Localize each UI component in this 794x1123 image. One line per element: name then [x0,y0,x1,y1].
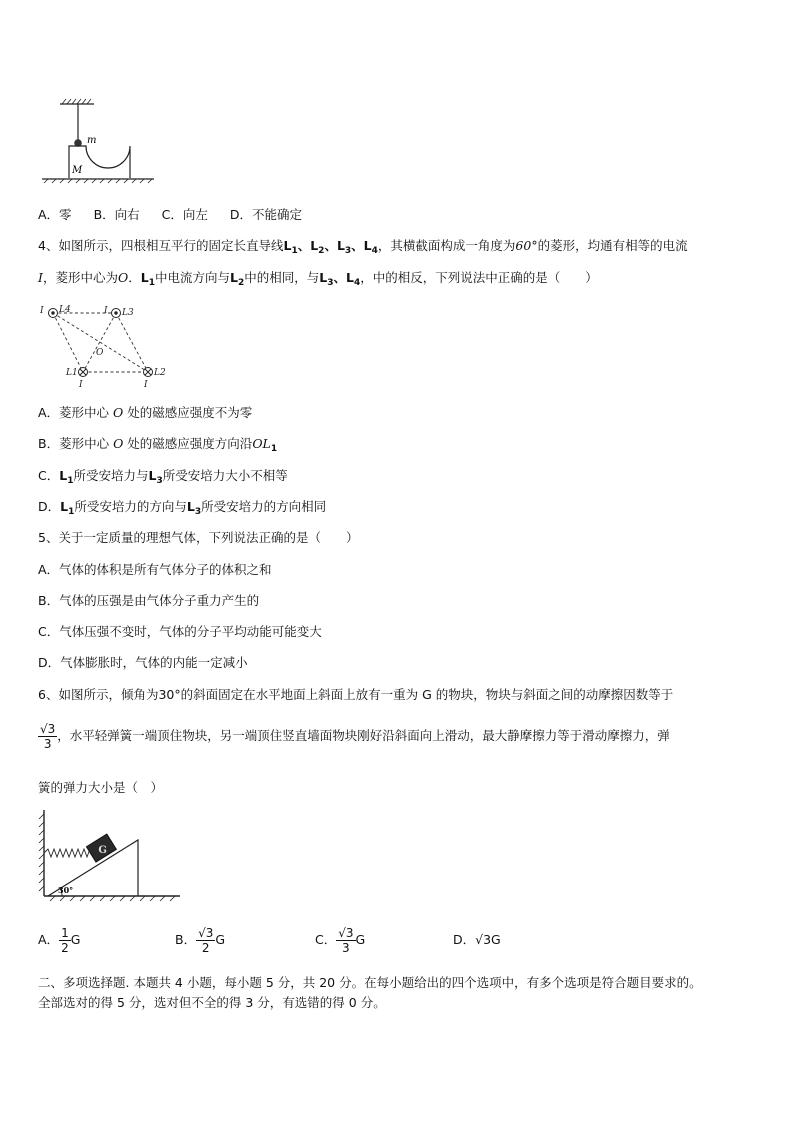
q6-stem-line2-text: ，水平轻弹簧一端顶住物块，另一端顶住竖直墙面物块刚好沿斜面向上滑动，最大静摩擦力等于滑动摩擦力，弹 [57,728,670,743]
q6-option-d-letter: D． [453,932,476,947]
l1-label: L1 [66,368,78,378]
q3-option-a: A．零 [38,207,72,222]
l1-current-label: I [79,380,83,390]
q4-stem-line2: I，菱形中心为O．$L_1$中电流方向与$L_2$中的相同，与$L_3$、$L_4$，中的相反，下列说法中正确的是（ ） [38,270,598,288]
q4-option-a-text: A．菱形中心 [38,405,110,420]
l2-label: L2 [154,368,166,378]
block [86,834,116,863]
q4-option-a-o: O [113,405,124,420]
q4-option-c-text: 所受安培力与 [73,468,149,483]
q6-option-c-tail: G [355,932,366,947]
q4-stem-text-7: ，中的相反，下列说法中正确的是（ ） [360,270,598,285]
q4-center-symbol: O [117,270,129,285]
q6-option-d [453,924,501,956]
q6-stem-line1: 6、如图所示，倾角为30°的斜面固定在水平地面上斜面上放有一重为 G 的物块，物块与斜面之间的动摩擦因数等于 [38,687,674,702]
q4-option-a-tail: 处的磁感应强度不为零 [127,405,253,420]
q4-option-c: C．$L_1$所受安培力与$L_3$所受安培力大小不相等 [38,468,288,486]
q4-option-a [38,405,252,421]
q6-option-b-num: √3 [198,926,214,940]
q4-option-d-text: 所受安培力的方向与 [74,499,187,514]
q6-coef-den: 3 [43,737,52,751]
q6-stem-line2 [38,722,670,751]
q6-option-a-fraction [59,926,71,955]
q4-stem-line1: 4、如图所示，四根相互平行的固定长直导线$L_1$、$L_2$、$L_3$、$L_4$，其横截面构成一角度为60°的菱形，均通有相等的电流 [38,238,688,256]
q4-option-b-o: O [113,436,124,451]
center-label: O [96,348,104,358]
q3-figure [38,96,158,186]
mass-M-label: M [72,165,83,176]
q5-option-c: C．气体压强不变时，气体的分子平均动能可能变大 [38,624,322,639]
q4-angle: 60° [515,238,538,253]
q5-option-b: B．气体的压强是由气体分子重力产生的 [38,593,260,608]
q6-option-a [38,924,80,956]
q6-option-b [175,924,225,956]
q4-option-d-tail: 所受安培力的方向相同 [201,499,327,514]
q5-option-a: A．气体的体积是所有气体分子的体积之和 [38,562,272,577]
q4-figure [38,300,178,395]
wire-l2 [144,368,153,377]
q6-option-c-letter: C． [315,932,337,947]
q4-option-b-dir: OL [252,436,271,451]
section2-line2: 全部选对的得 5 分，选对但不全的得 3 分，有选错的得 0 分。 [38,995,386,1010]
q6-option-a-tail: G [70,932,81,947]
l3-label: L3 [122,308,134,318]
q4-stem-text-5: 中电流方向与 [154,270,230,285]
q4-option-b: B．菱形中心 O 处的磁感应强度方向沿$OL_1$ [38,436,278,454]
q6-figure [38,808,183,903]
q6-option-d-value: √3G [475,932,501,947]
q4-current-symbol: I [38,270,43,285]
q4-stem-text: 4、如图所示，四根相互平行的固定长直导线 [38,238,284,253]
q4-stem-text-2: ，其横截面构成一角度为 [377,238,516,253]
q6-option-c-num: √3 [338,926,354,940]
q6-stem-line3: 簧的弹力大小是（ ） [38,780,164,795]
wire-l4 [49,309,58,318]
q3-options [38,207,302,223]
q6-option-a-den: 2 [61,941,69,955]
q6-option-b-den: 2 [201,941,210,955]
q4-stem-text-6: 中的相同，与 [244,270,320,285]
q3-option-d: D．不能确定 [229,207,303,222]
l2-current-label: I [144,380,148,390]
l4-label: L4 [59,305,71,315]
wire-l1 [79,368,88,377]
q3-option-b: B．向右 [93,207,140,222]
q6-option-c [315,924,365,956]
q4-option-b-text: B．菱形中心 [38,436,110,451]
q4-option-d: D．$L_1$所受安培力的方向与$L_3$所受安培力的方向相同 [38,499,327,517]
mass-m-label: m [87,135,97,146]
q5-stem: 5、关于一定质量的理想气体，下列说法正确的是（ ） [38,530,359,545]
incline-angle-label: 30° [58,885,74,895]
q4-option-c-letter: C． [38,468,60,483]
q6-option-b-letter: B． [175,932,197,947]
q4-stem-text-3: 的菱形，均通有相等的电流 [537,238,688,253]
q6-option-a-num: 1 [61,926,69,940]
q4-stem-text-4: ，菱形中心为 [42,270,118,285]
block-label: G [98,845,107,857]
q6-option-c-fraction [336,926,355,955]
wire-l3 [112,309,121,318]
q6-option-b-tail: G [215,932,226,947]
q4-option-b-tail: 处的磁感应强度方向沿 [127,436,253,451]
q6-option-b-fraction [196,926,215,955]
q6-option-a-letter: A． [38,932,60,947]
section2-line1: 二、多项选择题. 本题共 4 小题，每小题 5 分，共 20 分。在每小题给出的四个选项中，有多个选项是符合题目要求的。 [38,975,702,990]
l4-current-label: I [40,306,44,316]
q4-option-d-letter: D． [38,499,61,514]
q6-coef-fraction [38,722,57,751]
q6-option-c-den: 3 [342,941,350,955]
q3-option-c: C．向左 [161,207,208,222]
q4-option-c-tail: 所受安培力大小不相等 [162,468,288,483]
q5-option-d: D．气体膨胀时，气体的内能一定减小 [38,655,248,670]
l3-current-label: I [104,306,108,316]
q6-coef-num: √3 [40,722,56,736]
